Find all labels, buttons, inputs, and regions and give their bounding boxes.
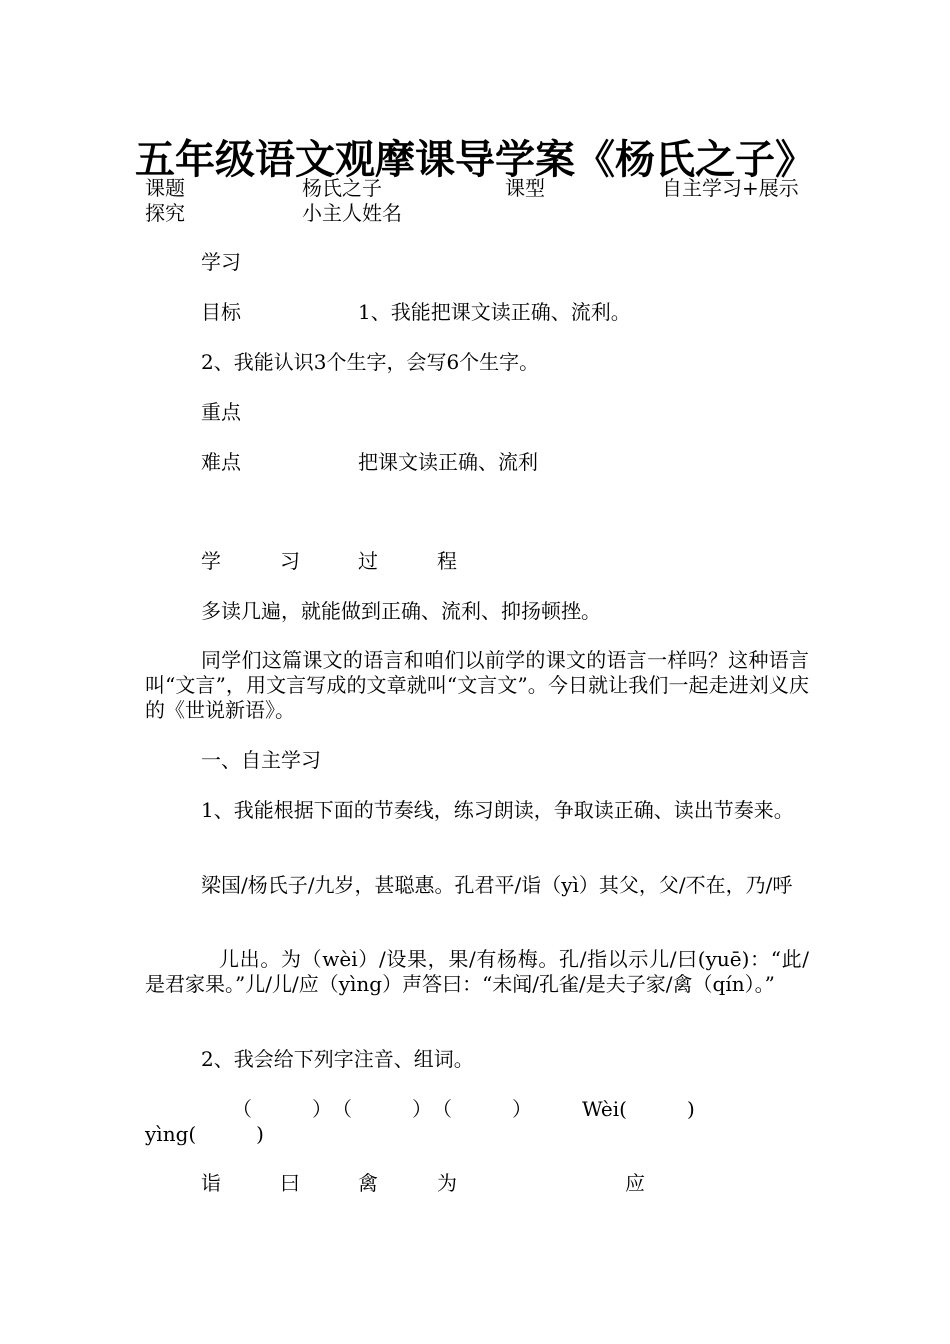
type-value: 自主学习+展示: [662, 176, 799, 200]
page-title: 五年级语文观摩课导学案《杨氏之子》: [135, 136, 815, 183]
char-ying: 应: [625, 1171, 645, 1195]
focus-content: 把课文读正确、流利: [358, 450, 538, 474]
pinyin-blank-ying: yìng( ): [145, 1122, 264, 1146]
process-line-1: 多读几遍，就能做到正确、流利、抑扬顿挫。: [201, 599, 601, 623]
process-label-char-1: 学: [201, 549, 221, 573]
topic-label: 课题: [145, 176, 185, 200]
process-label-char-3: 过: [358, 549, 378, 573]
type-label: 课型: [505, 176, 545, 200]
intro-paragraph: 同学们这篇课文的语言和咱们以前学的课文的语言一样吗？这种语言叫“文言”，用文言写成的文章就叫“文言文”。今日就让我们一起走进刘义庆的《世说新语》。: [145, 648, 809, 722]
process-label-char-4: 程: [437, 549, 457, 573]
goal-1: 1、我能把课文读正确、流利。: [358, 300, 631, 324]
char-qin: 禽: [358, 1171, 378, 1195]
char-wei: 为: [437, 1171, 457, 1195]
focus-label-line2: 难点: [201, 450, 241, 474]
char-yi: 诣: [201, 1171, 221, 1195]
owner-name-label: 小主人姓名: [302, 201, 402, 225]
task-2: 2、我会给下列字注音、组词。: [201, 1047, 474, 1071]
rhythm-text-2: 儿出。为（wèi）/设果，果/有杨梅。孔/指以示儿/曰(yuē)：“此/是君家果。”儿/儿/应（yìng）声答曰：“未闻/孔雀/是夫子家/禽（qín）。”: [145, 947, 809, 996]
rhythm-text-1: 梁国/杨氏子/九岁，甚聪惠。孔君平/诣（yì）其父，父/不在，乃/呼: [201, 873, 793, 897]
task-1: 1、我能根据下面的节奏线，练习朗读，争取读正确、读出节奏来。: [201, 798, 794, 822]
pinyin-blanks-row: （ ） （ ） （ ） Wèi( ): [232, 1097, 695, 1121]
char-yue: 曰: [280, 1171, 300, 1195]
topic-value: 杨氏之子: [302, 176, 382, 200]
focus-label-line1: 重点: [201, 400, 241, 424]
type-value-continued: 探究: [145, 201, 185, 225]
section-1-heading: 一、自主学习: [201, 748, 321, 772]
goals-label-line2: 目标: [201, 300, 241, 324]
goals-label-line1: 学习: [201, 250, 241, 274]
process-label-char-2: 习: [280, 549, 300, 573]
goal-2: 2、我能认识3个生字，会写6个生字。: [201, 350, 540, 374]
